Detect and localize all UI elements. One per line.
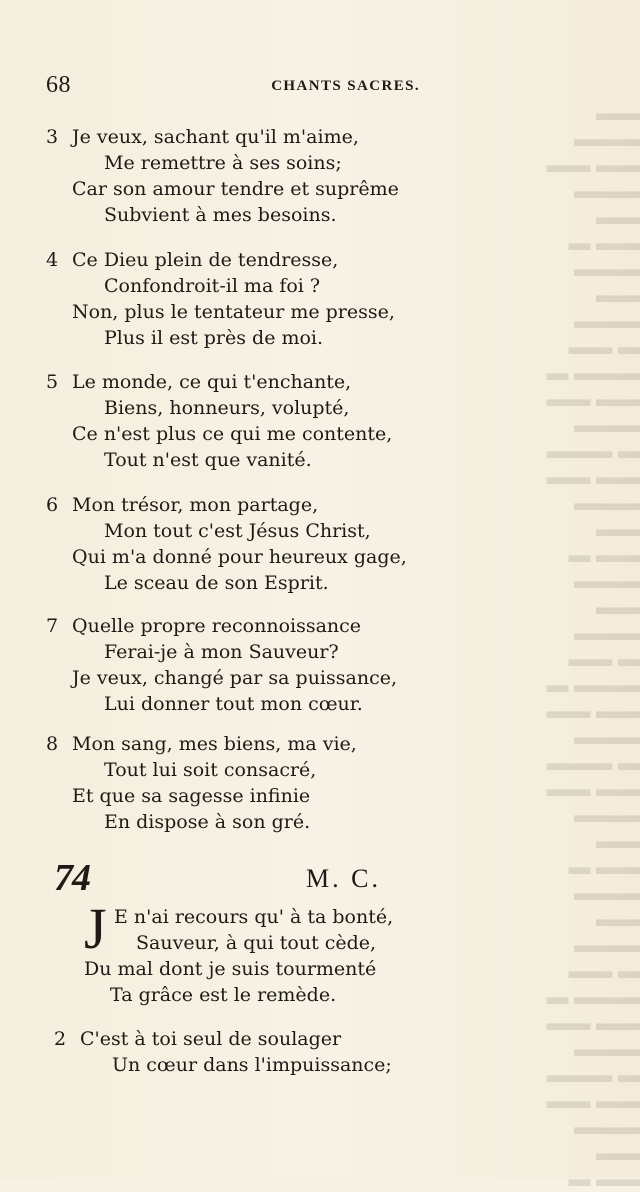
verse-line: Tout lui soit consacré, <box>104 759 317 781</box>
verse-line: E n'ai recours qu' à ta bonté, <box>114 906 394 928</box>
drop-cap: J <box>84 896 107 961</box>
stanza-5 <box>46 369 392 473</box>
verse-line: Le sceau de son Esprit. <box>104 572 329 594</box>
stanza-3 <box>46 124 399 228</box>
hymn-number: 74 <box>54 857 90 899</box>
stanza-number: 2 <box>54 1028 67 1050</box>
stanza-number: 5 <box>46 371 59 393</box>
verse-line: Quelle propre reconnoissance <box>72 615 362 637</box>
verse-line: Subvient à mes besoins. <box>104 204 337 226</box>
verse-line: Lui donner tout mon cœur. <box>104 693 363 715</box>
verse-line: Confondroit-il ma foi ? <box>104 275 321 297</box>
stanza-8 <box>46 731 357 835</box>
verse-line: Ferai-je à mon Sauveur? <box>104 641 339 663</box>
verse-line: En dispose à son gré. <box>104 811 311 833</box>
stanza-number: 8 <box>46 733 59 755</box>
hymn-heading <box>54 856 394 900</box>
verse-line: Plus il est près de moi. <box>104 327 324 349</box>
verse-line: Mon sang, mes biens, ma vie, <box>72 733 357 755</box>
verse-line: Qui m'a donné pour heureux gage, <box>72 546 407 568</box>
verse-line: Je veux, changé par sa puissance, <box>72 667 397 689</box>
verse-line: Non, plus le tentateur me presse, <box>72 301 395 323</box>
verse-line: Tout n'est que vanité. <box>104 449 312 471</box>
verse-line: Mon trésor, mon partage, <box>72 494 319 516</box>
stanza-number: 3 <box>46 126 59 148</box>
verse-line: Me remettre à ses soins; <box>104 152 342 174</box>
verse-line: Biens, honneurs, volupté, <box>104 397 350 419</box>
bleed-through-decoration: ▬▬ ▬▬▬ ▬▬ ▬▬ ▬▬▬ ▬▬ ▬▬ ▬ ▬▬▬ ▬▬ ▬▬▬ ▬ ▬▬ ▬▬▬ ▬ ▬▬ ▬▬ ▬▬▬ ▬ ▬▬▬ ▬▬ ▬▬ ▬▬▬ ▬▬ ▬▬ ▬ ▬▬▬ ▬▬ ▬▬▬ ▬ ▬▬ ▬▬▬ ▬ ▬▬ ▬▬ ▬▬▬ ▬ ▬▬▬ ▬▬ ▬▬ ▬▬▬ ▬▬ ▬▬ ▬ ▬▬▬ ▬▬ ▬▬▬ ▬ ▬▬ ▬▬▬ ▬ ▬▬ ▬▬ ▬▬▬ ▬ ▬▬▬ ▬▬ ▬▬ ▬▬▬ ▬▬ ▬▬ ▬ <box>546 100 640 1191</box>
verse-line: Car son amour tendre et suprême <box>72 178 399 200</box>
verse-line: Je veux, sachant qu'il m'aime, <box>72 126 359 148</box>
verse-line: Le monde, ce qui t'enchante, <box>72 371 352 393</box>
page-header <box>46 72 420 102</box>
verse-line: Mon tout c'est Jésus Christ, <box>104 520 371 542</box>
verse-line: Un cœur dans l'impuissance; <box>112 1054 392 1076</box>
verse-line: Ta grâce est le remède. <box>110 984 337 1006</box>
stanza-number: 7 <box>46 615 59 637</box>
verse-line: C'est à toi seul de soulager <box>80 1028 342 1050</box>
stanza-number: 4 <box>46 249 59 271</box>
stanza-4 <box>46 247 395 351</box>
hymn-author: M. C. <box>306 864 381 893</box>
page-number: 68 <box>46 72 71 98</box>
verse-line: Sauveur, à qui tout cède, <box>136 932 377 954</box>
stanza-number: 6 <box>46 494 59 516</box>
running-title: CHANTS SACRES. <box>271 78 420 94</box>
stanza-6 <box>46 492 407 596</box>
stanza-7 <box>46 613 397 717</box>
verse-line: Et que sa sagesse infinie <box>72 785 311 807</box>
verse-line: Du mal dont je suis tourmenté <box>84 958 377 980</box>
hymn-stanza-2 <box>54 1026 392 1078</box>
verse-line: Ce n'est plus ce qui me contente, <box>72 423 393 445</box>
verse-line: Ce Dieu plein de tendresse, <box>72 249 339 271</box>
hymn-first-stanza <box>84 904 393 1008</box>
